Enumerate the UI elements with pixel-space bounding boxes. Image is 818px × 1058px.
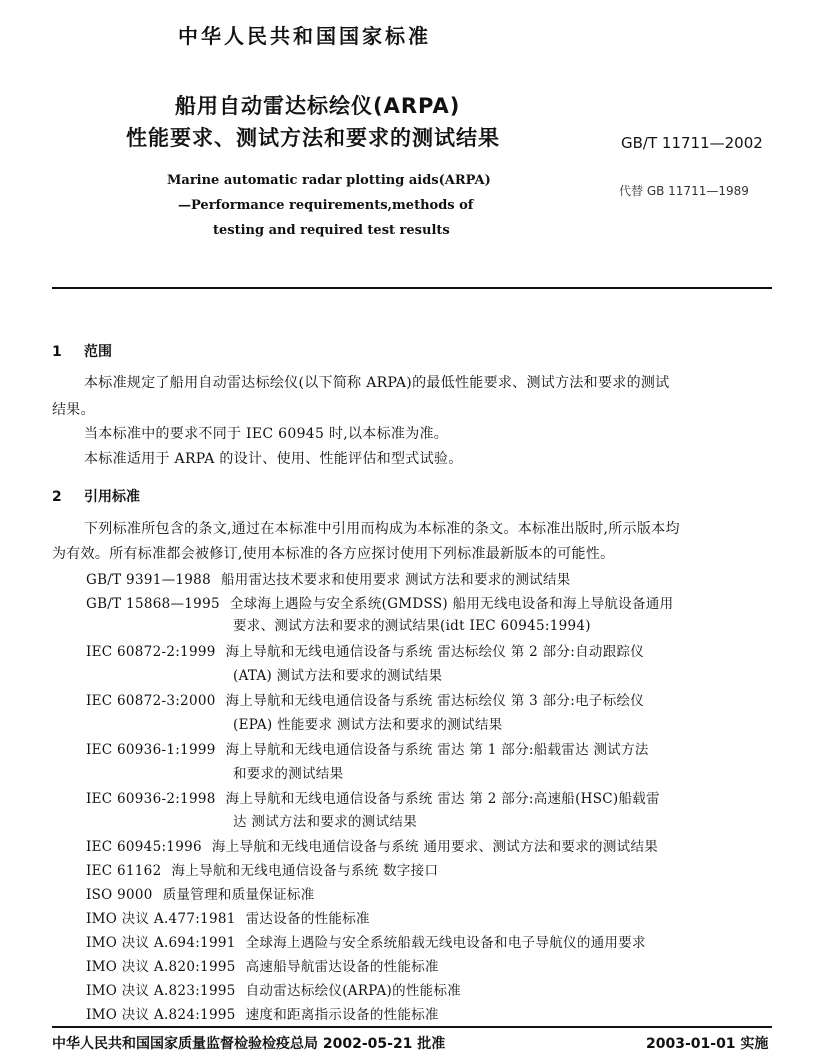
reference-code: IEC 60872-3:2000 [86,693,216,709]
reference-item [86,955,439,975]
reference-title: 海上导航和无线电通信设备与系统 雷达标绘仪 第 3 部分:电子标绘仪 [225,693,645,709]
section-2-heading [52,486,140,506]
section-2-intro-line-1: 下列标准所包含的条文,通过在本标准中引用而构成为本标准的条文。本标准出版时,所示版本均 [84,521,680,537]
reference-title-continued: 和要求的测试结果 [233,766,344,782]
standard-number: GB/T 11711—2002 [621,134,763,152]
section-1-number: 1 [52,344,62,360]
section-1-para-1-line-2: 结果。 [52,402,95,418]
reference-item [86,568,571,588]
reference-item [86,1003,439,1023]
reference-item [86,592,673,612]
reference-title: 海上导航和无线电通信设备与系统 雷达 第 2 部分:高速船(HSC)船载雷 [225,791,660,807]
footer-divider [52,1026,772,1028]
reference-item [86,883,315,903]
reference-title: 高速船导航雷达设备的性能标准 [245,959,439,975]
reference-title: 海上导航和无线电通信设备与系统 通用要求、测试方法和要求的测试结果 [211,839,659,855]
reference-title-continued: 达 测试方法和要求的测试结果 [233,814,417,830]
reference-code: IMO 决议 A.477:1981 [86,911,236,927]
reference-code: IMO 决议 A.820:1995 [86,959,236,975]
section-1-heading [52,341,112,361]
reference-code: ISO 9000 [86,887,153,903]
section-2-title: 引用标准 [84,489,140,505]
reference-code: GB/T 9391—1988 [86,572,211,588]
reference-code: IEC 61162 [86,863,162,879]
reference-title-continued: 要求、测试方法和要求的测试结果(idt IEC 60945:1994) [233,618,591,634]
reference-item [86,787,660,807]
reference-title: 海上导航和无线电通信设备与系统 雷达标绘仪 第 2 部分:自动跟踪仪 [225,644,645,660]
reference-item [86,907,370,927]
reference-code: IMO 决议 A.694:1991 [86,935,236,951]
reference-title-continued: (EPA) 性能要求 测试方法和要求的测试结果 [233,717,503,733]
reference-title: 海上导航和无线电通信设备与系统 数字接口 [171,863,439,879]
header-divider [52,287,772,289]
approval-date: 中华人民共和国国家质量监督检验检疫总局 2002-05-21 批准 [52,1036,446,1052]
title-english-line1: Marine automatic radar plotting aids(ARPA) [167,173,491,188]
reference-code: IEC 60872-2:1999 [86,644,216,660]
reference-code: IEC 60936-2:1998 [86,791,216,807]
title-english-line3: testing and required test results [213,223,450,238]
reference-item [86,689,644,709]
reference-item [86,979,461,999]
section-1-para-2: 当本标准中的要求不同于 IEC 60945 时,以本标准为准。 [84,426,449,442]
title-english-line2: —Performance requirements,methods of [178,198,474,213]
reference-item [86,931,646,951]
reference-item [86,835,658,855]
reference-title: 全球海上遇险与安全系统(GMDSS) 船用无线电设备和海上导航设备通用 [229,596,674,612]
title-chinese-line2: 性能要求、测试方法和要求的测试结果 [126,126,500,150]
reference-item [86,738,649,758]
reference-title: 速度和距离指示设备的性能标准 [245,1007,439,1023]
section-1-para-3: 本标准适用于 ARPA 的设计、使用、性能评估和型式试验。 [84,451,463,467]
reference-code: IMO 决议 A.823:1995 [86,983,236,999]
reference-title: 海上导航和无线电通信设备与系统 雷达 第 1 部分:船载雷达 测试方法 [225,742,649,758]
section-1-para-1-line-1: 本标准规定了船用自动雷达标绘仪(以下简称 ARPA)的最低性能要求、测试方法和要求的测试 [84,375,670,391]
title-chinese-line1: 船用自动雷达标绘仪(ARPA) [175,94,461,118]
replaces-note: 代替 GB 11711—1989 [619,184,749,198]
section-1-title: 范围 [84,344,112,360]
reference-title: 船用雷达技术要求和使用要求 测试方法和要求的测试结果 [220,572,571,588]
reference-item [86,859,438,879]
reference-title: 雷达设备的性能标准 [245,911,370,927]
implementation-date: 2003-01-01 实施 [646,1036,769,1052]
reference-code: GB/T 15868—1995 [86,596,220,612]
reference-title: 质量管理和质量保证标准 [162,887,315,903]
reference-code: IEC 60945:1996 [86,839,202,855]
section-2-intro-line-2: 为有效。所有标准都会被修订,使用本标准的各方应探讨使用下列标准最新版本的可能性。 [52,546,615,562]
publisher-header: 中华人民共和国国家标准 [178,24,431,48]
reference-title-continued: (ATA) 测试方法和要求的测试结果 [233,668,443,684]
reference-code: IEC 60936-1:1999 [86,742,216,758]
section-2-number: 2 [52,489,62,505]
reference-item [86,640,644,660]
reference-title: 自动雷达标绘仪(ARPA)的性能标准 [245,983,462,999]
reference-title: 全球海上遇险与安全系统船载无线电设备和电子导航仪的通用要求 [245,935,646,951]
reference-code: IMO 决议 A.824:1995 [86,1007,236,1023]
